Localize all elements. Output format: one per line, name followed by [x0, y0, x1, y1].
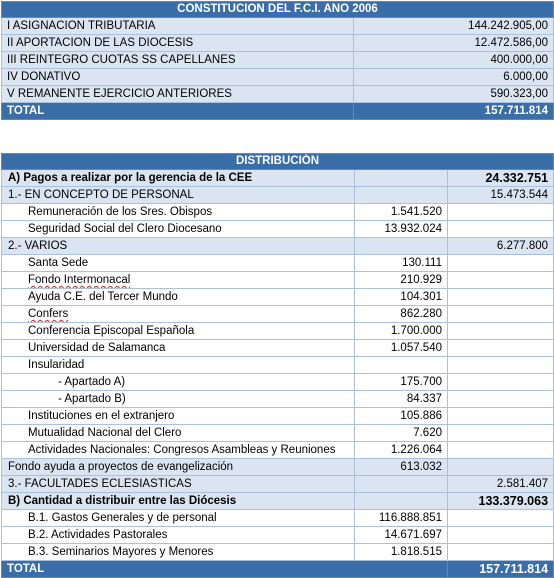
row-amount — [448, 408, 554, 425]
row-label: V REMANENTE EJERCICIO ANTERIORES — [2, 86, 354, 103]
row-subamount — [355, 170, 448, 187]
distribucion-header-row — [2, 154, 554, 170]
row-subamount: 613.032 — [355, 459, 448, 476]
row-amount — [448, 544, 554, 561]
distribucion-body — [2, 170, 554, 561]
row-amount: 6.000,00 — [354, 69, 554, 86]
row-label — [2, 476, 355, 493]
row-subamount: 105.886 — [355, 408, 448, 425]
row-label-text: B.3. Seminarios Mayores y Menores — [28, 546, 214, 558]
row-label — [2, 493, 355, 510]
row-label — [2, 510, 355, 527]
table-row — [2, 340, 554, 357]
row-amount: 144.242.905,00 — [354, 18, 554, 35]
row-subamount — [355, 238, 448, 255]
distribucion-total-row — [2, 561, 554, 578]
row-label-text: B.1. Gastos Generales y de personal — [28, 512, 217, 524]
row-label — [2, 238, 355, 255]
table-row — [2, 476, 554, 493]
row-amount — [448, 374, 554, 391]
row-label-text: Instituciones en el extranjero — [28, 410, 175, 422]
row-amount — [448, 255, 554, 272]
row-label — [2, 391, 355, 408]
row-amount — [448, 425, 554, 442]
row-subamount: 210.929 — [355, 272, 448, 289]
table-row — [2, 170, 554, 187]
row-label: I ASIGNACION TRIBUTARIA — [2, 18, 354, 35]
table-row — [2, 391, 554, 408]
row-label-text: Seguridad Social del Clero Diocesano — [28, 223, 222, 235]
row-label-text: Confers — [28, 308, 69, 320]
row-label-text: B) Cantidad a distribuir entre las Diócesis — [8, 495, 237, 507]
row-label — [2, 289, 355, 306]
row-label: II APORTACION DE LAS DIOCESIS — [2, 35, 354, 52]
total-amount: 157.711.814 — [448, 561, 554, 578]
constitucion-header-row — [2, 2, 554, 18]
row-label-text: A) Pagos a realizar por la gerencia de la CEE — [8, 172, 253, 184]
row-subamount: 1.057.540 — [355, 340, 448, 357]
row-label — [2, 408, 355, 425]
row-amount — [448, 221, 554, 238]
table-row — [2, 238, 554, 255]
table-row — [2, 544, 554, 561]
row-label — [2, 221, 355, 238]
row-amount — [448, 527, 554, 544]
constitucion-total-row — [2, 103, 554, 120]
table-row — [2, 35, 554, 52]
row-subamount — [355, 493, 448, 510]
row-label-text: Insularidad — [28, 359, 85, 371]
row-subamount: 116.888.851 — [355, 510, 448, 527]
table-row — [2, 204, 554, 221]
row-amount — [448, 204, 554, 221]
row-amount — [448, 340, 554, 357]
table-row — [2, 272, 554, 289]
table-row — [2, 374, 554, 391]
row-amount — [448, 510, 554, 527]
row-amount — [448, 272, 554, 289]
table-row — [2, 18, 554, 35]
distribucion-title: DISTRIBUCIÓN — [2, 154, 554, 170]
table-row — [2, 442, 554, 459]
row-amount: 6.277.800 — [448, 238, 554, 255]
row-subamount: 1.226.064 — [355, 442, 448, 459]
row-amount: 133.379.063 — [448, 493, 554, 510]
table-row — [2, 306, 554, 323]
row-amount: 12.472.586,00 — [354, 35, 554, 52]
row-label-text: Actividades Nacionales: Congresos Asambleas y Reuniones — [28, 444, 336, 456]
row-subamount: 1.818.515 — [355, 544, 448, 561]
row-label-text: - Apartado A) — [58, 376, 126, 388]
row-label — [2, 323, 355, 340]
row-subamount: 862.280 — [355, 306, 448, 323]
row-label-text: Remuneración de los Sres. Obispos — [28, 206, 213, 218]
row-subamount — [355, 187, 448, 204]
row-amount: 400.000,00 — [354, 52, 554, 69]
row-label-text: - Apartado B) — [58, 393, 126, 405]
table-row — [2, 357, 554, 374]
row-label — [2, 340, 355, 357]
row-amount — [448, 442, 554, 459]
row-label — [2, 544, 355, 561]
row-subamount: 13.932.024 — [355, 221, 448, 238]
row-label-text: 1.- EN CONCEPTO DE PERSONAL — [8, 189, 194, 201]
row-amount — [448, 459, 554, 476]
table-row — [2, 86, 554, 103]
table-row — [2, 52, 554, 69]
row-label-text: Mutualidad Nacional del Clero — [28, 427, 182, 439]
distribucion-table — [1, 153, 554, 578]
table-row — [2, 510, 554, 527]
row-label — [2, 527, 355, 544]
row-label — [2, 187, 355, 204]
row-amount — [448, 391, 554, 408]
row-subamount: 84.337 — [355, 391, 448, 408]
row-label-text: Fondo ayuda a proyectos de evangelización — [8, 461, 234, 473]
row-amount: 24.332.751 — [448, 170, 554, 187]
row-amount: 15.473.544 — [448, 187, 554, 204]
table-row — [2, 493, 554, 510]
row-amount — [448, 306, 554, 323]
constitucion-title: CONSTITUCION DEL F.C.I. ANO 2006 — [2, 2, 554, 18]
row-amount: 590.323,00 — [354, 86, 554, 103]
row-label-text: 3.- FACULTADES ECLESIASTICAS — [8, 478, 192, 490]
table-row — [2, 255, 554, 272]
row-label — [2, 442, 355, 459]
table-row — [2, 425, 554, 442]
row-subamount: 1.700.000 — [355, 323, 448, 340]
table-row — [2, 69, 554, 86]
row-label — [2, 306, 355, 323]
row-subamount: 104.301 — [355, 289, 448, 306]
row-label: III REINTEGRO CUOTAS SS CAPELLANES — [2, 52, 354, 69]
table-row — [2, 527, 554, 544]
row-subamount: 175.700 — [355, 374, 448, 391]
row-subamount — [355, 476, 448, 493]
row-label-text: Universidad de Salamanca — [28, 342, 166, 354]
row-label-text: Santa Sede — [28, 257, 89, 269]
total-amount: 157.711.814 — [354, 103, 554, 120]
constitucion-table — [1, 1, 554, 120]
row-label — [2, 204, 355, 221]
row-label — [2, 255, 355, 272]
row-label — [2, 170, 355, 187]
row-label — [2, 459, 355, 476]
row-label-text: Fondo Intermonacal — [28, 274, 131, 286]
table-row — [2, 459, 554, 476]
total-label: TOTAL — [2, 103, 354, 120]
table-row — [2, 408, 554, 425]
row-label — [2, 425, 355, 442]
row-label — [2, 357, 355, 374]
row-amount — [448, 357, 554, 374]
row-amount: 2.581.407 — [448, 476, 554, 493]
row-label — [2, 374, 355, 391]
row-subamount — [355, 357, 448, 374]
row-label: IV DONATIVO — [2, 69, 354, 86]
row-subamount: 1.541.520 — [355, 204, 448, 221]
row-label-text: Conferencia Episcopal Española — [28, 325, 195, 337]
row-subamount: 14.671.697 — [355, 527, 448, 544]
table-row — [2, 289, 554, 306]
row-label-text: Ayuda C.E. del Tercer Mundo — [28, 291, 178, 303]
table-row — [2, 323, 554, 340]
row-amount — [448, 323, 554, 340]
table-row — [2, 187, 554, 204]
row-label-text: B.2. Actividades Pastorales — [28, 529, 168, 541]
total-label: TOTAL — [2, 561, 448, 578]
row-subamount: 130.111 — [355, 255, 448, 272]
row-label — [2, 272, 355, 289]
table-row — [2, 221, 554, 238]
row-label-text: 2.- VARIOS — [8, 240, 68, 252]
row-subamount: 7.620 — [355, 425, 448, 442]
row-amount — [448, 289, 554, 306]
